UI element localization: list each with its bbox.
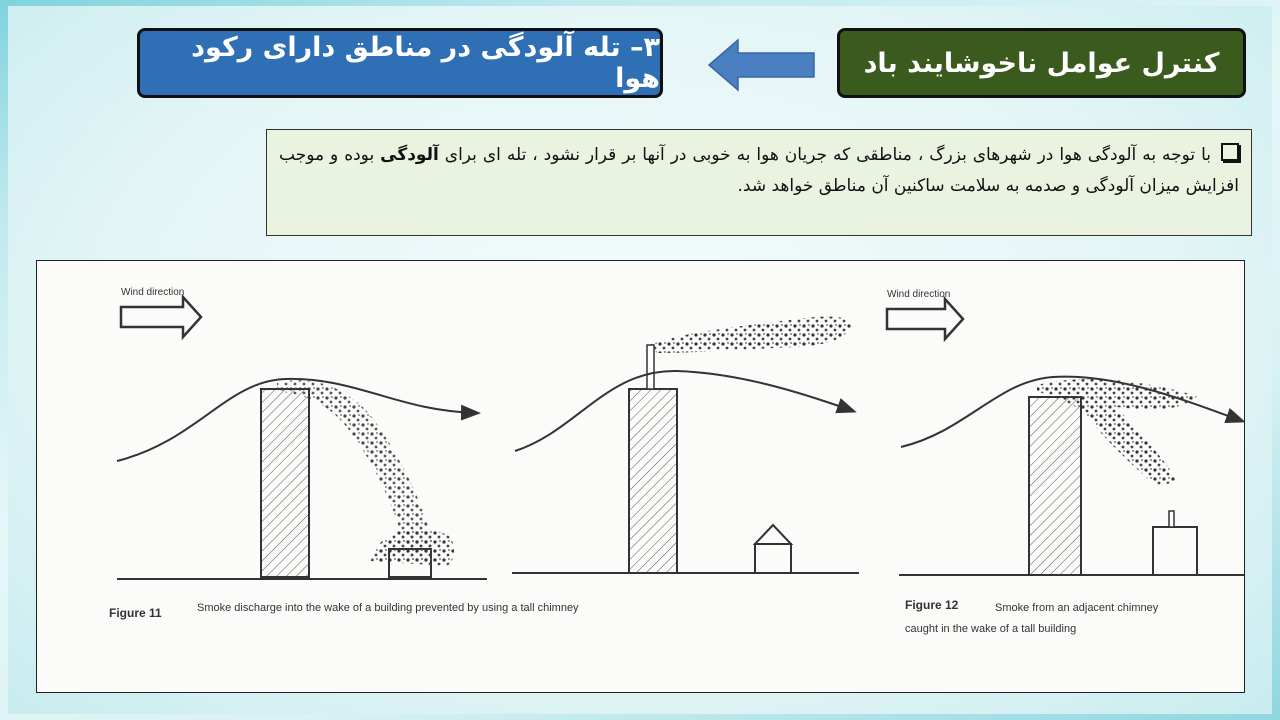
panel-adjacent-chimney [887, 289, 1244, 635]
description-bold-word: آلودگی [380, 145, 439, 165]
adjacent-chimney [1169, 511, 1174, 527]
wind-label-2: Wind direction [887, 289, 951, 300]
wind-arrow-icon-2 [887, 299, 963, 339]
small-house-2 [755, 544, 791, 573]
panel-wake-smoke [117, 287, 487, 579]
wind-pollution-figure [36, 260, 1245, 693]
fig12-caption-line2: caught in the wake of a tall building [905, 623, 1077, 635]
description-part1: با توجه به آلودگی هوا در شهرهای بزرگ ، مناطقی که جریان هوا به خوبی در آنها بر قرار نشود ، تله ای برای [444, 145, 1211, 165]
description-box [266, 129, 1252, 236]
figure-illustration [37, 261, 1244, 692]
adjacent-building [1153, 527, 1197, 575]
fig12-label: Figure 12 [905, 598, 959, 612]
wind-label-1: Wind direction [121, 287, 185, 298]
description-part2: بوده و موجب افزایش میزان آلودگی و صدمه به سلامت ساکنین آن مناطق خواهد شد. [279, 145, 1239, 196]
tall-building-3 [1029, 397, 1081, 575]
wind-arrow-icon-1 [121, 297, 201, 337]
fig11-label: Figure 11 [109, 606, 162, 620]
fig11-caption: Smoke discharge into the wake of a building prevented by using a tall chimney [197, 602, 579, 614]
house-roof-2 [755, 525, 791, 544]
airflow-line-2 [515, 371, 853, 451]
left-arrow-icon [706, 37, 818, 93]
checkbox-bullet-icon [1221, 143, 1239, 161]
panel-tall-chimney [109, 317, 859, 620]
fig12-caption-line1: Smoke from an adjacent chimney [995, 602, 1159, 614]
smoke-plume-2 [649, 317, 852, 353]
section-title: کنترل عوامل ناخوشایند باد [863, 47, 1220, 79]
tall-building-2 [629, 389, 677, 573]
tall-building-1 [261, 389, 309, 577]
tall-chimney [647, 345, 654, 389]
smoke-cloud-house-1 [371, 528, 454, 566]
subsection-title: ۳– تله آلودگی در مناطق دارای رکود هوا [191, 32, 660, 94]
section-title-box [837, 28, 1246, 98]
subsection-title-box [137, 28, 663, 98]
